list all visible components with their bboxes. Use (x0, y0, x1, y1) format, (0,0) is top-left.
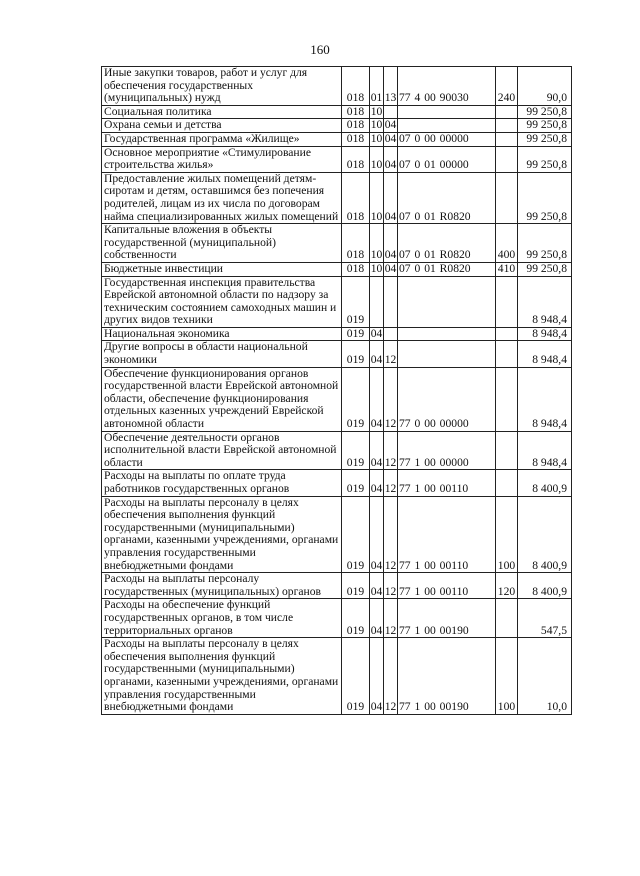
csr-code: 07 0 01 00000 (398, 146, 496, 172)
rz-code: 04 (370, 573, 384, 599)
row-name: Расходы на выплаты по оплате труда работников государственных органов (102, 470, 342, 496)
vr-code: 410 (496, 262, 518, 276)
pr-code: 04 (384, 146, 398, 172)
csr-code: 77 1 00 00000 (398, 431, 496, 470)
rz-code: 04 (370, 496, 384, 573)
vr-code (496, 431, 518, 470)
table-row (102, 341, 572, 367)
csr-code (398, 105, 496, 119)
table-row (102, 431, 572, 470)
pr-code: 12 (384, 638, 398, 715)
csr-code: 07 0 01 R0820 (398, 262, 496, 276)
rz-code: 01 (370, 67, 384, 106)
rz-code: 10 (370, 118, 383, 132)
gr-code: 018 (342, 132, 370, 146)
csr-code (398, 327, 496, 341)
gr-code: 018 (342, 67, 370, 106)
pr-code (384, 276, 398, 327)
row-name: Другие вопросы в области национальной экономики (102, 341, 342, 367)
csr-code: 07 0 00 00000 (398, 132, 496, 146)
table-row (102, 367, 572, 431)
table-row (102, 224, 572, 263)
table-row (102, 132, 572, 146)
pr-code: 04 (384, 118, 397, 132)
gr-code: 019 (342, 341, 370, 367)
amount: 99 250,8 (518, 105, 572, 119)
vr-code: 120 (496, 573, 518, 599)
pr-code: 12 (384, 431, 398, 470)
vr-code (496, 367, 518, 431)
budget-table (101, 66, 572, 715)
amount: 8 948,4 (518, 276, 572, 327)
vr-code (496, 172, 518, 223)
amount: 8 400,9 (518, 573, 572, 599)
table-row (102, 470, 572, 496)
csr-code: 77 4 00 90030 (398, 67, 496, 106)
page-number: 160 (310, 42, 330, 57)
amount: 547,5 (518, 599, 572, 638)
rz-code: 04 (370, 327, 383, 340)
gr-code: 019 (342, 327, 370, 341)
pr-code: 12 (384, 367, 398, 431)
pr-code: 04 (384, 172, 398, 223)
gr-code: 018 (342, 262, 370, 276)
gr-code: 018 (342, 105, 370, 119)
gr-code: 019 (342, 573, 370, 599)
rz-code: 04 (370, 341, 384, 367)
pr-code: 12 (384, 599, 398, 638)
table-row (102, 105, 572, 119)
row-name: Расходы на обеспечение функций государственных органов, в том числе территориальных органов (102, 599, 342, 638)
table-row (102, 172, 572, 223)
vr-code (496, 470, 518, 496)
pr-code: 12 (384, 341, 398, 367)
csr-code: 77 1 00 00110 (398, 496, 496, 573)
vr-code (496, 276, 518, 327)
rz-code: 04 (370, 431, 384, 470)
rz-code: 10 (370, 172, 384, 223)
rz-code: 10 (370, 132, 383, 145)
amount: 90,0 (518, 67, 572, 106)
amount: 99 250,8 (518, 224, 572, 263)
gr-code: 018 (342, 172, 370, 223)
pr-code: 04 (384, 262, 397, 275)
gr-code: 019 (342, 599, 370, 638)
vr-code (496, 105, 518, 119)
amount: 8 400,9 (518, 496, 572, 573)
csr-code (398, 276, 496, 327)
table-row (102, 599, 572, 638)
amount: 8 948,4 (518, 341, 572, 367)
row-name: Иные закупки товаров, работ и услуг для обеспечения государственных (муниципальных) нужд (102, 67, 342, 106)
gr-code: 019 (342, 470, 370, 496)
gr-code: 018 (342, 119, 370, 133)
rz-code: 10 (370, 146, 384, 172)
table-row (102, 496, 572, 573)
rz-code: 04 (370, 367, 384, 431)
vr-code (496, 327, 518, 341)
pr-code: 04 (384, 224, 398, 263)
vr-code (496, 146, 518, 172)
rz-code: 10 (370, 262, 383, 275)
table-row (102, 327, 572, 341)
vr-code: 100 (496, 496, 518, 573)
rz-code: 04 (370, 638, 384, 715)
pr-code: 04 (384, 132, 397, 145)
gr-code: 019 (342, 638, 370, 715)
rz-code: 04 (370, 470, 384, 496)
gr-code: 019 (342, 367, 370, 431)
amount: 99 250,8 (518, 119, 572, 133)
row-name: Обеспечение функционирования органов государственной власти Еврейской автономной области, обеспечение функционирования отдельных казенных учреждений Еврейской автономной области (102, 367, 342, 431)
vr-code: 400 (496, 224, 518, 263)
pr-code: 12 (384, 470, 398, 496)
pr-code: 13 (384, 67, 398, 106)
row-name: Основное мероприятие «Стимулирование строительства жилья» (102, 146, 342, 172)
amount: 99 250,8 (518, 132, 572, 146)
csr-code: 07 0 01 R0820 (398, 172, 496, 223)
csr-code: 77 1 00 00110 (398, 470, 496, 496)
table-row (102, 638, 572, 715)
csr-code: 07 0 01 R0820 (398, 224, 496, 263)
gr-code: 018 (342, 146, 370, 172)
vr-code: 240 (496, 67, 518, 106)
table-row (102, 67, 572, 106)
row-name: Социальная политика (102, 105, 342, 119)
amount: 99 250,8 (518, 172, 572, 223)
pr-code (384, 105, 398, 119)
row-name: Обеспечение деятельности органов исполнительной власти Еврейской автономной области (102, 431, 342, 470)
row-name: Расходы на выплаты персоналу в целях обеспечения выполнения функций государственными (муниципальными) органами, казенными учреждениями, органами управления государственными внебюджетными фондами (102, 496, 342, 573)
vr-code: 100 (496, 638, 518, 715)
rz-code: 10 (370, 105, 383, 118)
pr-code: 12 (384, 496, 398, 573)
rz-code (370, 276, 384, 327)
amount: 8 948,4 (518, 327, 572, 341)
amount: 99 250,8 (518, 262, 572, 276)
row-name: Расходы на выплаты персоналу в целях обеспечения выполнения функций государственными (муниципальными) органами, казенными учреждениями, органами управления государственными внебюджетными фондами (102, 638, 342, 715)
amount: 8 948,4 (518, 367, 572, 431)
table-row (102, 146, 572, 172)
amount: 10,0 (518, 638, 572, 715)
row-name: Национальная экономика (102, 327, 342, 341)
pr-code (384, 327, 398, 341)
amount: 8 400,9 (518, 470, 572, 496)
vr-code (496, 119, 518, 133)
row-name: Капитальные вложения в объекты государственной (муниципальной) собственности (102, 224, 342, 263)
gr-code: 018 (342, 224, 370, 263)
row-name: Расходы на выплаты персоналу государственных (муниципальных) органов (102, 573, 342, 599)
csr-code (398, 341, 496, 367)
row-name: Бюджетные инвестиции (102, 262, 342, 276)
vr-code (496, 341, 518, 367)
table-row (102, 573, 572, 599)
row-name: Государственная инспекция правительства Еврейской автономной области по надзору за техническим состоянием самоходных машин и других видов техники (102, 276, 342, 327)
vr-code (496, 132, 518, 146)
rz-code: 10 (370, 224, 384, 263)
amount: 8 948,4 (518, 431, 572, 470)
table-row (102, 119, 572, 133)
rz-code: 04 (370, 599, 384, 638)
gr-code: 019 (342, 496, 370, 573)
amount: 99 250,8 (518, 146, 572, 172)
table-row (102, 262, 572, 276)
csr-code (398, 119, 496, 133)
row-name: Охрана семьи и детства (102, 119, 342, 133)
row-name: Государственная программа «Жилище» (102, 132, 342, 146)
gr-code: 019 (342, 276, 370, 327)
pr-code: 12 (384, 573, 398, 599)
vr-code (496, 599, 518, 638)
csr-code: 77 1 00 00110 (398, 573, 496, 599)
gr-code: 019 (342, 431, 370, 470)
csr-code: 77 0 00 00000 (398, 367, 496, 431)
csr-code: 77 1 00 00190 (398, 599, 496, 638)
row-name: Предоставление жилых помещений детям-сиротам и детям, оставшимся без попечения родителей, лицам из их числа по договорам найма специализированных жилых помещений (102, 172, 342, 223)
csr-code: 77 1 00 00190 (398, 638, 496, 715)
table-row (102, 276, 572, 327)
